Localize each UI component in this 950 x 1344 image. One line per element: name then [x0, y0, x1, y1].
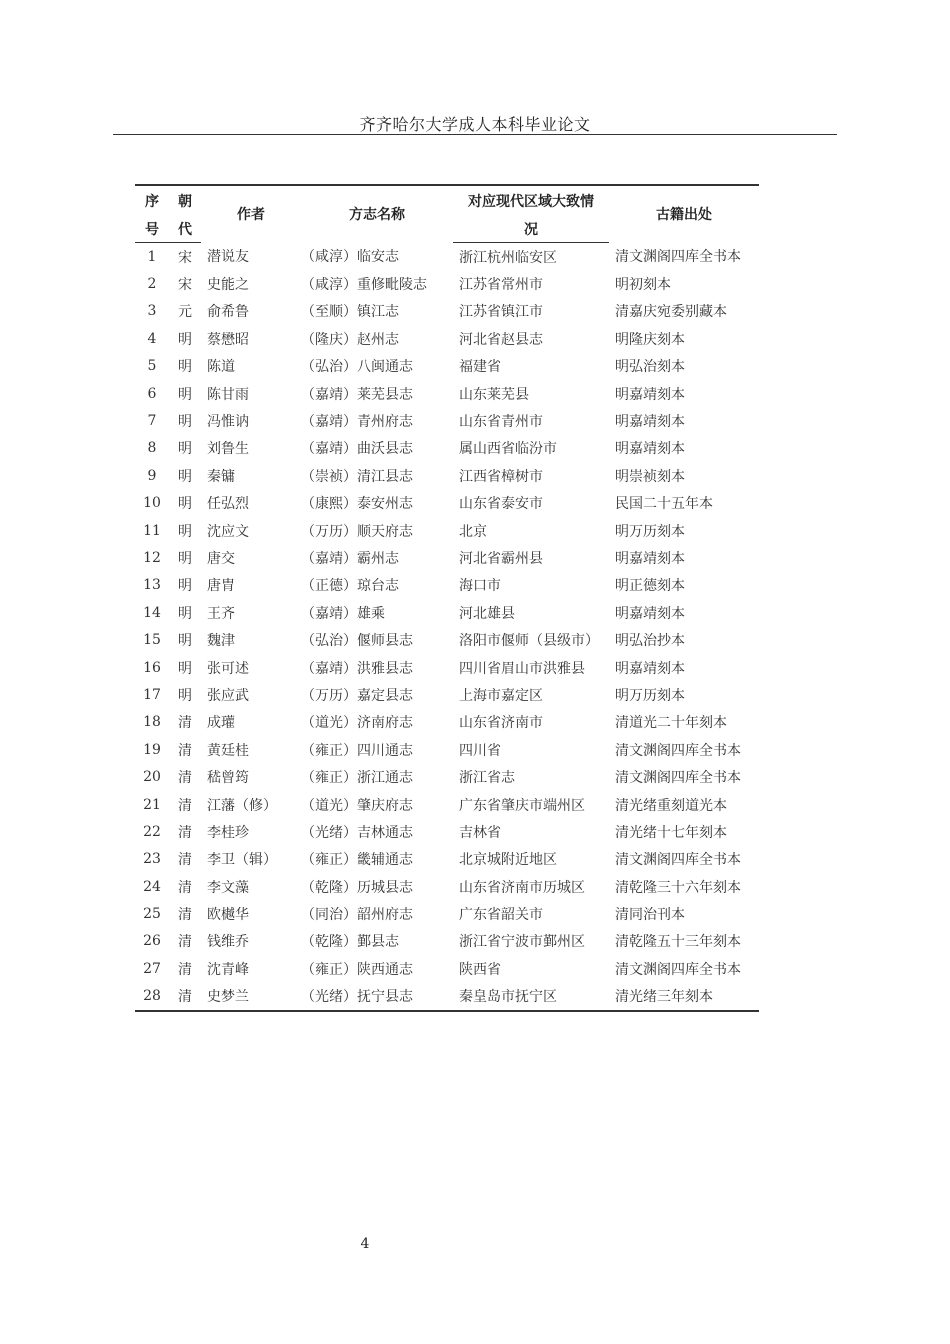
table-row [135, 462, 759, 489]
table-row [135, 325, 759, 352]
cell-no: 28 [135, 983, 169, 1011]
cell-author: 沈应文 [207, 523, 249, 540]
cell-no: 20 [143, 769, 161, 786]
cell-region: 吉林省 [459, 824, 501, 841]
cell-gazetteer-name: （雍正）畿辅通志 [301, 852, 413, 869]
cell-source: 清光绪重刻道光本 [615, 797, 727, 814]
table-row [135, 298, 759, 325]
cell-region: 福建省 [459, 359, 501, 376]
cell-author: 黄廷桂 [207, 742, 249, 759]
cell-region: 山东省济南市历城区 [459, 879, 585, 896]
cell-author: 李桂珍 [207, 824, 249, 841]
table-row [135, 791, 759, 818]
gazetteer-table [135, 184, 759, 1012]
cell-source: 明嘉靖刻本 [615, 441, 685, 458]
cell-region: 山东省青州市 [459, 414, 543, 431]
cell-dynasty: 明 [178, 605, 192, 622]
cell-region: 北京 [459, 523, 487, 540]
table-row [135, 763, 759, 790]
cell-dynasty: 明 [178, 633, 192, 650]
cell-source: 清文渊阁四库全书本 [615, 742, 741, 759]
cell-dynasty: 明 [178, 660, 192, 677]
cell-region: 浙江杭州临安区 [459, 249, 557, 266]
cell-source: 明弘治抄本 [615, 633, 685, 650]
cell-no: 13 [143, 577, 161, 594]
gazetteer-table-container [135, 184, 759, 1012]
table-row [135, 243, 759, 271]
cell-dynasty: 明 [178, 441, 192, 458]
cell-region: 四川省 [459, 742, 501, 759]
cell-author: 嵇曾筠 [207, 770, 249, 787]
cell-no: 25 [143, 906, 161, 923]
cell-source: 清道光二十年刻本 [615, 715, 727, 732]
cell-author: 冯惟讷 [207, 414, 249, 431]
table-row [135, 626, 759, 653]
cell-author: 张可述 [207, 660, 249, 677]
cell-dynasty: 宋 [178, 249, 192, 266]
cell-region: 江西省樟树市 [459, 468, 543, 485]
cell-region: 河北雄县 [459, 605, 515, 622]
cell-region: 陕西省 [459, 961, 501, 978]
cell-source: 清乾隆三十六年刻本 [615, 879, 741, 896]
table-header [135, 185, 759, 243]
cell-region: 江苏省常州市 [459, 277, 543, 294]
cell-no: 17 [143, 686, 161, 703]
cell-source: 明嘉靖刻本 [615, 660, 685, 677]
table-row [135, 654, 759, 681]
cell-dynasty: 宋 [178, 277, 192, 294]
cell-dynasty: 明 [178, 386, 192, 403]
cell-region: 广东省韶关市 [459, 907, 543, 924]
cell-source: 明嘉靖刻本 [615, 414, 685, 431]
cell-source: 明嘉靖刻本 [615, 386, 685, 403]
cell-dynasty: 清 [178, 852, 192, 869]
cell-author: 王齐 [207, 605, 235, 622]
header-dynasty-line2: 代 [169, 215, 201, 243]
cell-region: 河北省霸州县 [459, 550, 543, 567]
cell-gazetteer-name: （弘治）八闽通志 [301, 359, 413, 376]
cell-no: 5 [147, 358, 157, 375]
table-row [135, 599, 759, 626]
cell-dynasty: 清 [178, 797, 192, 814]
cell-author: 唐交 [207, 550, 235, 567]
table-row [135, 681, 759, 708]
cell-dynasty: 清 [178, 879, 192, 896]
cell-region: 秦皇岛市抚宁区 [453, 983, 609, 1011]
table-row [135, 572, 759, 599]
table-row [135, 928, 759, 955]
cell-no: 12 [143, 549, 161, 566]
table-row [135, 380, 759, 407]
cell-author: 潜说友 [207, 249, 249, 266]
cell-no: 14 [143, 604, 161, 621]
cell-gazetteer-name: （道光）济南府志 [301, 715, 413, 732]
cell-author: 陈甘雨 [207, 386, 249, 403]
cell-source: 清文渊阁四库全书本 [615, 249, 741, 266]
cell-no: 22 [143, 823, 161, 840]
cell-region: 四川省眉山市洪雅县 [459, 660, 585, 677]
table-row [135, 846, 759, 873]
cell-author: 李文藻 [207, 879, 249, 896]
cell-author: 任弘烈 [207, 496, 249, 513]
cell-gazetteer-name: （崇祯）清江县志 [301, 468, 413, 485]
cell-dynasty: 明 [178, 359, 192, 376]
cell-no: 9 [147, 467, 157, 484]
cell-dynasty: 清 [178, 824, 192, 841]
cell-no: 26 [143, 933, 161, 950]
table-row [135, 873, 759, 900]
cell-region: 山东莱芜县 [459, 386, 529, 403]
header-no-line2: 号 [135, 215, 169, 243]
table-row [135, 900, 759, 927]
cell-author: 秦镛 [207, 468, 235, 485]
page-header-title: 齐齐哈尔大学成人本科毕业论文 [359, 115, 591, 134]
cell-no: 19 [143, 741, 161, 758]
table-header-row-1 [135, 185, 759, 215]
cell-dynasty: 明 [178, 468, 192, 485]
cell-no: 18 [143, 714, 161, 731]
header-region-line2: 况 [453, 215, 609, 243]
cell-no: 6 [147, 385, 157, 402]
cell-dynasty: 清 [178, 770, 192, 787]
cell-source: 清文渊阁四库全书本 [615, 770, 741, 787]
cell-gazetteer-name: （康熙）泰安州志 [301, 496, 413, 513]
cell-source: 民国二十五年本 [615, 496, 713, 513]
cell-dynasty: 清 [178, 742, 192, 759]
cell-source: 明万历刻本 [615, 687, 685, 704]
cell-author: 沈青峰 [207, 961, 249, 978]
cell-no: 2 [147, 276, 157, 293]
cell-author: 刘鲁生 [207, 441, 249, 458]
cell-no: 1 [147, 248, 157, 265]
cell-author: 俞希鲁 [207, 304, 249, 321]
cell-region: 浙江省宁波市鄞州区 [459, 934, 585, 951]
cell-gazetteer-name: （隆庆）赵州志 [301, 331, 399, 348]
cell-gazetteer-name: （嘉靖）雄乘 [301, 605, 385, 622]
cell-source: 清同治刊本 [615, 907, 685, 924]
cell-dynasty: 明 [178, 523, 192, 540]
cell-author: 蔡懋昭 [207, 331, 249, 348]
cell-author: 史梦兰 [201, 983, 301, 1011]
cell-region: 江苏省镇江市 [459, 304, 543, 321]
table-body [135, 243, 759, 1011]
cell-no: 4 [147, 330, 157, 347]
cell-source: 明万历刻本 [615, 523, 685, 540]
cell-gazetteer-name: （嘉靖）莱芜县志 [301, 386, 413, 403]
cell-gazetteer-name: （道光）肇庆府志 [301, 797, 413, 814]
table-row [135, 709, 759, 736]
cell-source: 明初刻本 [615, 277, 671, 294]
header-dynasty-line1: 朝 [169, 185, 201, 215]
cell-dynasty: 清 [178, 715, 192, 732]
cell-gazetteer-name: （嘉靖）曲沃县志 [301, 441, 413, 458]
table-row [135, 544, 759, 571]
cell-gazetteer-name: （咸淳）重修毗陵志 [301, 277, 427, 294]
header-no-line1: 序 [135, 185, 169, 215]
cell-no: 15 [143, 632, 161, 649]
cell-gazetteer-name: （雍正）浙江通志 [301, 770, 413, 787]
cell-region: 上海市嘉定区 [459, 687, 543, 704]
cell-no: 3 [147, 303, 157, 320]
cell-no: 23 [143, 851, 161, 868]
cell-region: 北京城附近地区 [459, 852, 557, 869]
cell-gazetteer-name: （嘉靖）霸州志 [301, 550, 399, 567]
cell-gazetteer-name: （咸淳）临安志 [301, 249, 399, 266]
cell-author: 魏津 [207, 633, 235, 650]
cell-region: 海口市 [459, 578, 501, 595]
header-author: 作者 [201, 185, 301, 243]
header-source: 古籍出处 [609, 185, 759, 243]
cell-source: 清嘉庆宛委别藏本 [615, 304, 727, 321]
cell-author: 成瓘 [207, 715, 235, 732]
cell-gazetteer-name: （同治）韶州府志 [301, 907, 413, 924]
cell-gazetteer-name: （万历）顺天府志 [301, 523, 413, 540]
cell-source: 清文渊阁四库全书本 [615, 961, 741, 978]
cell-no: 8 [147, 440, 157, 457]
cell-gazetteer-name: （弘治）偃师县志 [301, 633, 413, 650]
table-row [135, 818, 759, 845]
cell-gazetteer-name: （乾隆）鄞县志 [301, 934, 399, 951]
cell-source: 清光绪三年刻本 [609, 983, 759, 1011]
cell-no: 10 [143, 495, 161, 512]
table-row [135, 435, 759, 462]
cell-dynasty: 明 [178, 550, 192, 567]
cell-gazetteer-name: （光绪）抚宁县志 [301, 983, 453, 1011]
cell-gazetteer-name: （万历）嘉定县志 [301, 687, 413, 704]
cell-no: 7 [147, 413, 157, 430]
cell-region: 广东省肇庆市端州区 [459, 797, 585, 814]
cell-gazetteer-name: （正德）琼台志 [301, 578, 399, 595]
cell-gazetteer-name: （光绪）吉林通志 [301, 824, 413, 841]
cell-author: 钱维乔 [207, 934, 249, 951]
cell-no: 11 [143, 522, 161, 539]
cell-dynasty: 明 [178, 687, 192, 704]
cell-source: 明正德刻本 [615, 578, 685, 595]
cell-dynasty: 清 [178, 961, 192, 978]
cell-source: 明崇祯刻本 [615, 468, 685, 485]
cell-dynasty: 清 [178, 907, 192, 924]
cell-author: 欧樾华 [207, 907, 249, 924]
cell-region: 洛阳市偃师（县级市） [459, 633, 599, 650]
table-row [135, 270, 759, 297]
table-row [135, 736, 759, 763]
cell-no: 27 [143, 960, 161, 977]
cell-dynasty: 明 [178, 331, 192, 348]
cell-region: 浙江省志 [459, 770, 515, 787]
cell-gazetteer-name: （雍正）四川通志 [301, 742, 413, 759]
page-number: 4 [360, 1236, 370, 1252]
cell-dynasty: 清 [178, 934, 192, 951]
table-row [135, 517, 759, 544]
cell-gazetteer-name: （至顺）镇江志 [301, 304, 399, 321]
header-region-line1: 对应现代区域大致情 [453, 185, 609, 215]
cell-author: 江藩（修） [207, 797, 277, 814]
table-row [135, 983, 759, 1011]
table-row [135, 407, 759, 434]
cell-region: 山东省泰安市 [459, 496, 543, 513]
cell-region: 河北省赵县志 [459, 331, 543, 348]
cell-region: 属山西省临汾市 [459, 441, 557, 458]
table-row [135, 955, 759, 982]
table-row [135, 490, 759, 517]
cell-gazetteer-name: （嘉靖）青州府志 [301, 414, 413, 431]
cell-dynasty: 清 [169, 983, 201, 1011]
table-row [135, 353, 759, 380]
cell-author: 张应武 [207, 687, 249, 704]
cell-region: 山东省济南市 [459, 715, 543, 732]
header-rule [113, 134, 837, 135]
cell-author: 陈道 [207, 359, 235, 376]
cell-source: 清文渊阁四库全书本 [615, 852, 741, 869]
cell-source: 清乾隆五十三年刻本 [615, 934, 741, 951]
cell-dynasty: 元 [178, 304, 192, 321]
cell-gazetteer-name: （雍正）陕西通志 [301, 961, 413, 978]
cell-dynasty: 明 [178, 578, 192, 595]
cell-author: 史能之 [207, 277, 249, 294]
cell-gazetteer-name: （乾隆）历城县志 [301, 879, 413, 896]
cell-no: 16 [143, 659, 161, 676]
cell-no: 24 [143, 878, 161, 895]
header-gazetteer-name: 方志名称 [301, 185, 453, 243]
cell-author: 唐胄 [207, 578, 235, 595]
cell-dynasty: 明 [178, 496, 192, 513]
cell-no: 21 [143, 796, 161, 813]
cell-source: 清光绪十七年刻本 [615, 824, 727, 841]
cell-dynasty: 明 [178, 414, 192, 431]
cell-source: 明嘉靖刻本 [615, 550, 685, 567]
cell-source: 明嘉靖刻本 [615, 605, 685, 622]
cell-gazetteer-name: （嘉靖）洪雅县志 [301, 660, 413, 677]
cell-source: 明弘治刻本 [615, 359, 685, 376]
cell-source: 明隆庆刻本 [615, 331, 685, 348]
cell-author: 李卫（辑） [207, 852, 277, 869]
